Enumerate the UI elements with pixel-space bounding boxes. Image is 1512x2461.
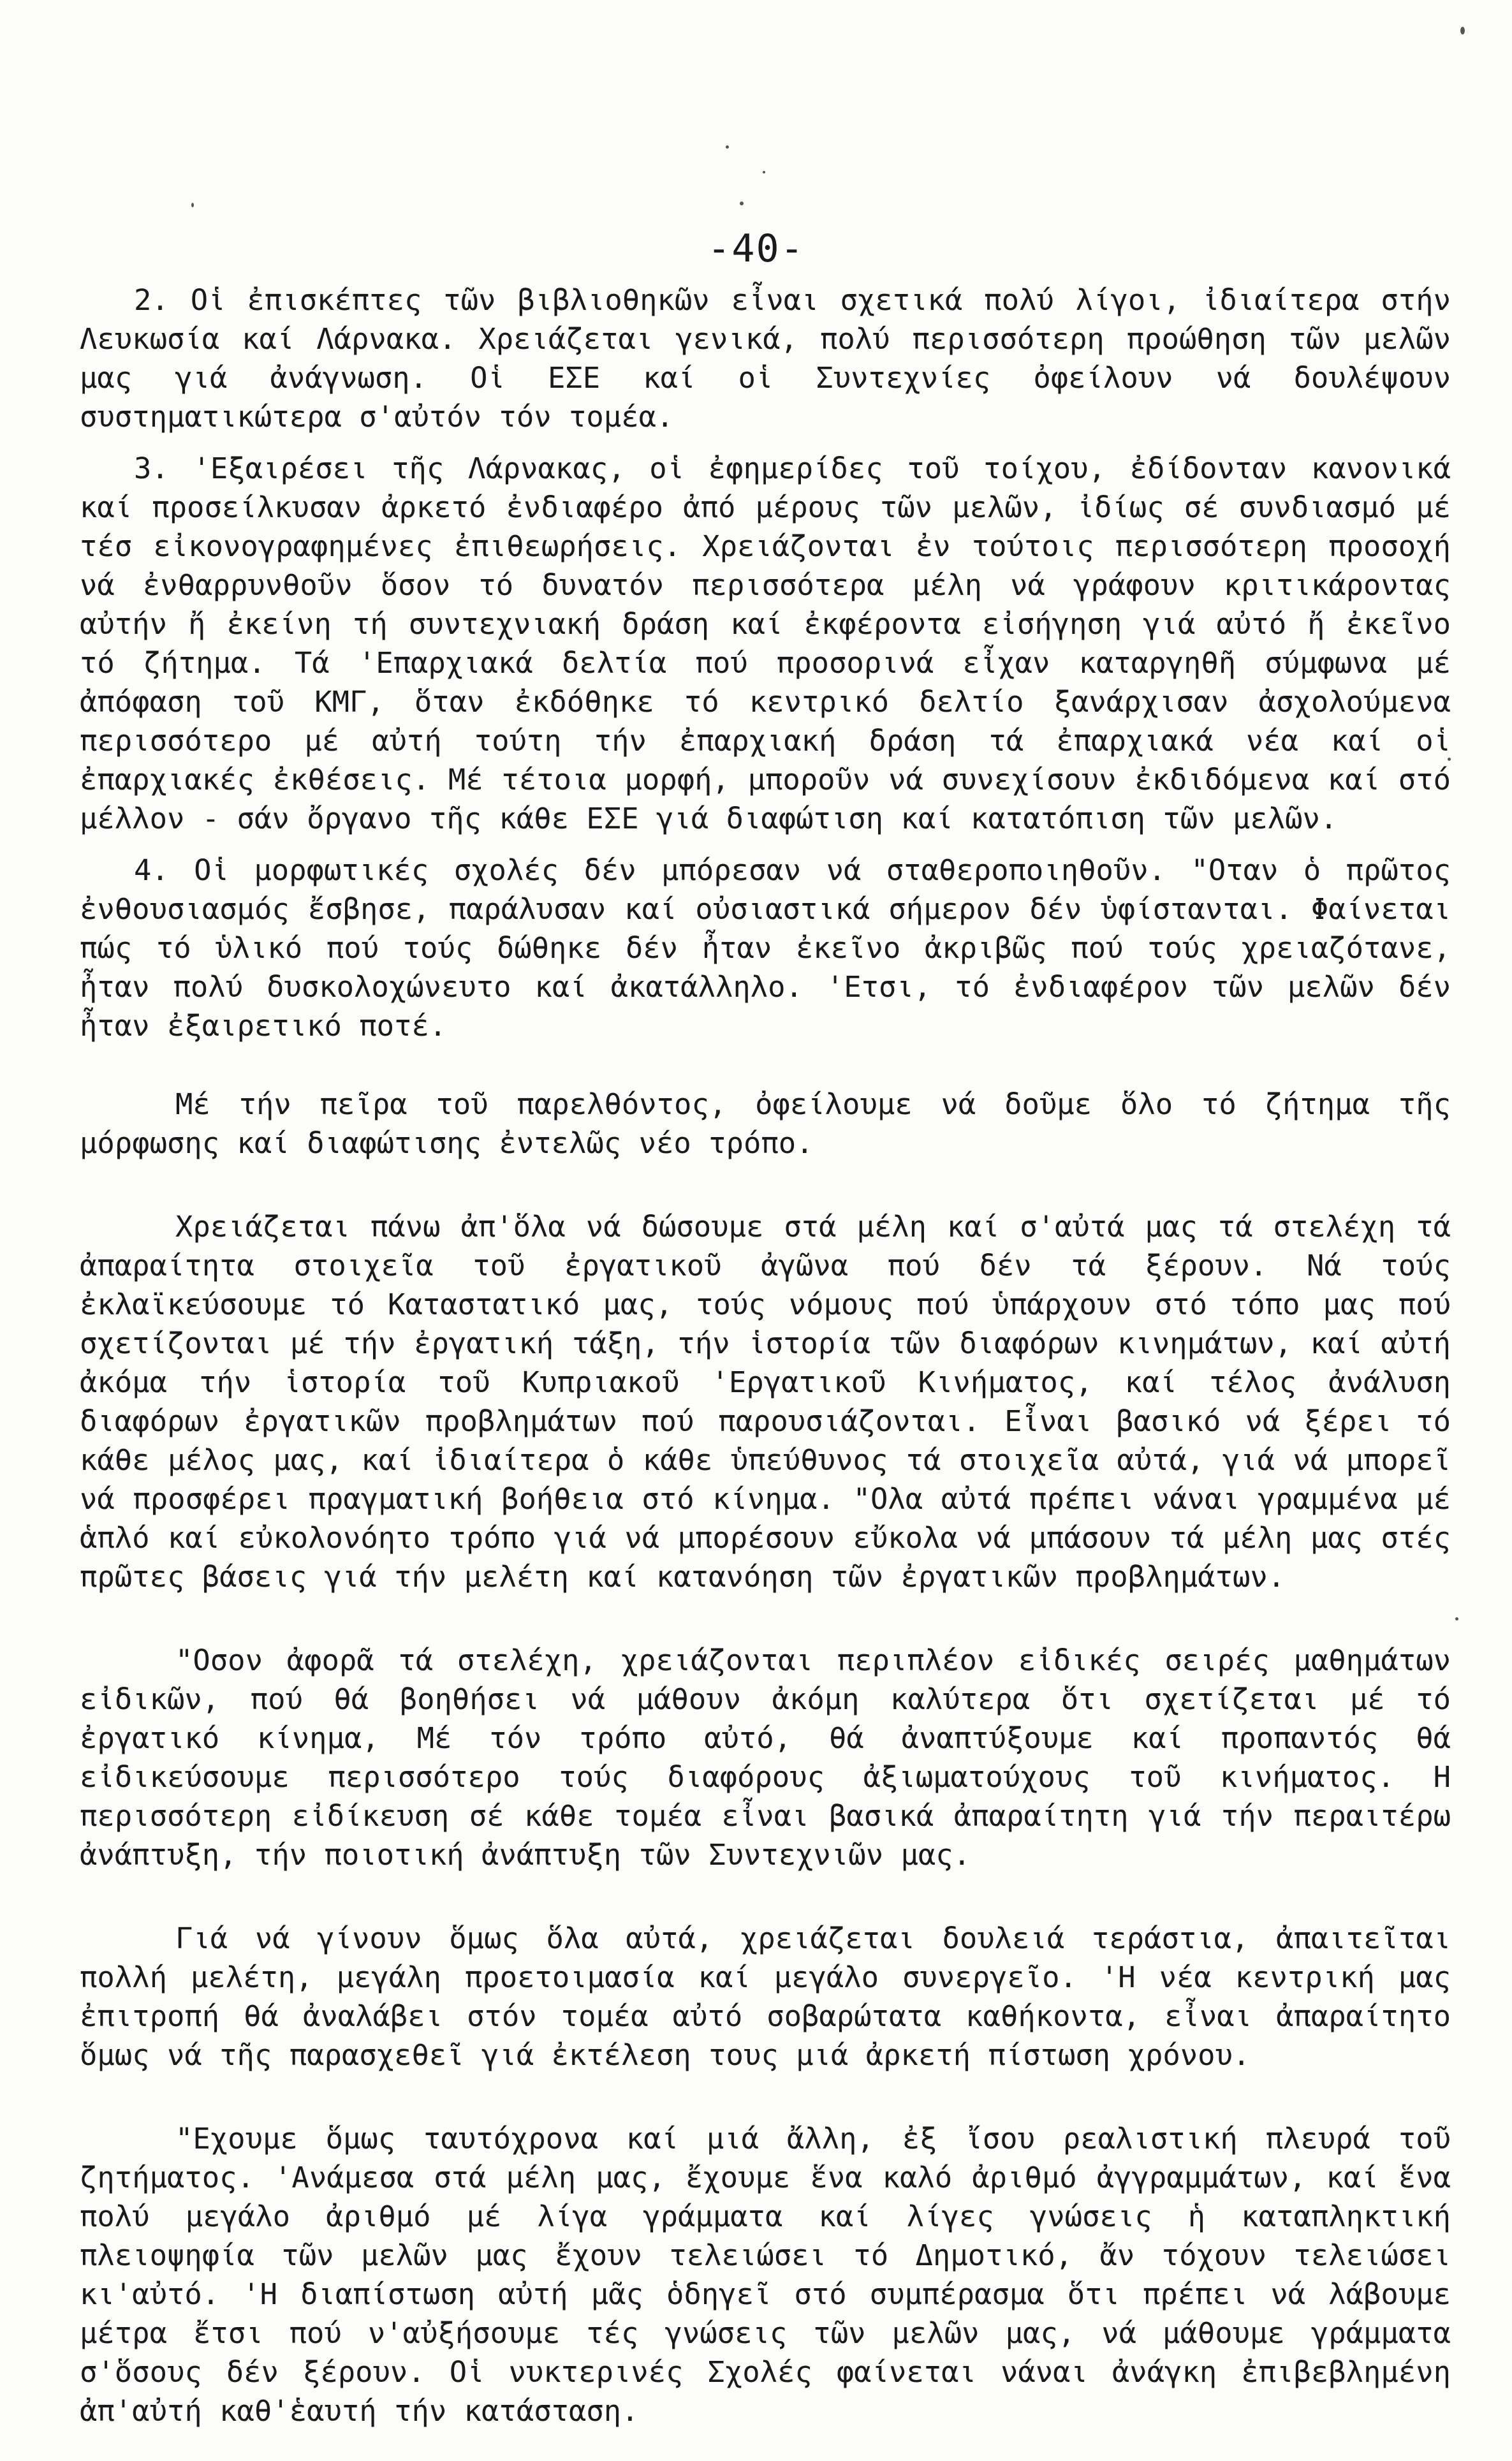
scan-speck	[191, 203, 194, 207]
scan-speck	[1455, 1617, 1458, 1620]
paragraph-wall-newspapers: 3. 'Εξαιρέσει τῆς Λάρνακας, οἱ ἐφημερίδες τοῦ τοίχου, ἐδίδονταν κανονικά καί προσείλκυσαν ἀρκετό ἐνδιαφέρο ἀπό μέρους τῶν μελῶν, ἰδίως σέ συνδιασμό μέ τέσ εἰκονογραφημένες ἐπιθεωρήσεις. Χρειάζονται ἐν τούτοις περισσότερη προσοχή νά ἐνθαρρυνθοῦν ὅσον τό δυνατόν περισσότερα μέλη νά γράφουν κριτικάροντας αὐτήν ἤ ἐκείνη τή συντεχνιακή δράση καί ἐκφέροντα εἰσήγηση γιά αὐτό ἤ ἐκεῖνο τό ζήτημα. Τά 'Επαρχιακά δελτία πού προσορινά εἶχαν καταργηθῆ σύμφωνα μέ ἀπόφαση τοῦ ΚΜΓ, ὅταν ἐκδόθηκε τό κεντρικό δελτίο ξανάρχισαν ἀσχολούμενα περισσότερο μέ αὐτή τούτη τήν ἐπαρχιακή δράση τά ἐπαρχιακά νέα καί οἱ ἐπαρχιακές ἐκθέσεις. Μέ τέτοια μορφή, μποροῦν νά συνεχίσουν ἐκδιδόμενα καί στό μέλλον - σάν ὄργανο τῆς κάθε ΕΣΕ γιά διαφώτιση καί κατατόπιση τῶν μελῶν.	[80, 452, 1451, 835]
paragraph-cadres-training: "Οσον ἀφορᾶ τά στελέχη, χρειάζονται περιπλέον εἰδικές σειρές μαθημάτων εἰδικῶν, πού θά βοηθήσει νά μάθουν ἀκόμη καλύτερα ὅτι σχετίζεται μέ τό ἐργατικό κίνημα, Μέ τόν τρόπο αὐτό, θά ἀναπτύξουμε καί προπαντός θά εἰδικεύσουμε περισσότερο τούς διαφόρους ἀξιωματούχους τοῦ κινήματος. Η περισσότερη εἰδίκευση σέ κάθε τομέα εἶναι βασικά ἀπαραίτητη γιά τήν περαιτέρω ἀνάπτυξη, τήν ποιοτική ἀνάπτυξη τῶν Συντεχνιῶν μας.	[80, 1643, 1451, 1872]
scan-speck	[740, 202, 744, 205]
document-body	[80, 281, 1451, 2430]
paragraph-past-experience: Μέ τήν πεῖρα τοῦ παρελθόντος, ὀφείλουμε νά δοῦμε ὅλο τό ζήτημα τῆς μόρφωσης καί διαφώτισης ἐντελῶς νέο τρόπο.	[80, 1087, 1451, 1160]
paragraph-libraries: 2. Οἱ ἐπισκέπτες τῶν βιβλιοθηκῶν εἶναι σχετικά πολύ λίγοι, ἰδιαίτερα στήν Λευκωσία καί Λάρνακα. Χρειάζεται γενικά, πολύ περισσότερη προώθηση τῶν μελῶν μας γιά ἀνάγνωση. Οἱ ΕΣΕ καί οἱ Συντεχνίες ὀφείλουν νά δουλέψουν συστηματικώτερα σ'αὐτόν τόν τομέα.	[80, 283, 1451, 434]
scan-speck	[763, 171, 765, 173]
scan-speck	[1460, 27, 1465, 34]
page-number: -40-	[707, 226, 805, 271]
paragraph-central-committee: Γιά νά γίνουν ὅμως ὅλα αὐτά, χρειάζεται δουλειά τεράστια, ἀπαιτεῖται πολλή μελέτη, μεγάλη προετοιμασία καί μεγάλο συνεργεῖο. 'Η νέα κεντρική μας ἐπιτροπή θά ἀναλάβει στόν τομέα αὐτό σοβαρώτατα καθήκοντα, εἶναι ἀπαραίτητο ὅμως νά τῆς παρασχεθεῖ γιά ἐκτέλεση τους μιά ἀρκετή πίστωση χρόνου.	[80, 1921, 1451, 2072]
paragraph-education-schools: 4. Οἱ μορφωτικές σχολές δέν μπόρεσαν νά σταθεροποιηθοῦν. "Οταν ὁ πρῶτος ἐνθουσιασμός ἔσβησε, παράλυσαν καί οὐσιαστικά σήμερον δέν ὑφίστανται. Φαίνεται πώς τό ὑλικό πού τούς δώθηκε δέν ἦταν ἐκεῖνο ἀκριβῶς πού τούς χρειαζότανε, ἦταν πολύ δυσκολοχώνευτο καί ἀκατάλληλο. 'Ετσι, τό ἐνδιαφέρον τῶν μελῶν δέν ἦταν ἐξαιρετικό ποτέ.	[80, 853, 1451, 1043]
paragraph-literacy: "Εχουμε ὅμως ταυτόχρονα καί μιά ἄλλη, ἐξ ἴσου ρεαλιστική πλευρά τοῦ ζητήματος. 'Ανάμεσα στά μέλη μας, ἔχουμε ἕνα καλό ἀριθμό ἀγγραμμάτων, καί ἕνα πολύ μεγάλο ἀριθμό μέ λίγα γράμματα καί λίγες γνώσεις ἡ καταπληκτική πλειοψηφία τῶν μελῶν μας ἔχουν τελειώσει τό Δημοτικό, ἄν τόχουν τελειώσει κι'αὐτό. 'Η διαπίστωση αὐτή μᾶς ὁδηγεῖ στό συμπέρασμα ὅτι πρέπει νά λάβουμε μέτρα ἔτσι πού ν'αὐξήσουμε τές γνώσεις τῶν μελῶν μας, νά μάθουμε γράμματα σ'ὅσους δέν ξέρουν. Οἱ νυκτερινές Σχολές φαίνεται νάναι ἀνάγκη ἐπιβεβλημένη ἀπ'αὐτή καθ'ἑαυτή τήν κατάσταση.	[80, 2122, 1451, 2428]
paragraph-members-knowledge: Χρειάζεται πάνω ἀπ'ὅλα νά δώσουμε στά μέλη καί σ'αὐτά μας τά στελέχη τά ἀπαραίτητα στοιχεῖα τοῦ ἐργατικοῦ ἀγῶνα πού δέν τά ξέρουν. Νά τούς ἐκλαϊκεύσουμε τό Καταστατικό μας, τούς νόμους πού ὑπάρχουν στό τόπο μας πού σχετίζονται μέ τήν ἐργατική τάξη, τήν ἱστορία τῶν διαφόρων κινημάτων, καί αὐτή ἀκόμα τήν ἱστορία τοῦ Κυπριακοῦ 'Εργατικοῦ Κινήματος, καί τέλος ἀνάλυση διαφόρων ἐργατικῶν προβλημάτων πού παρουσιάζονται. Εἶναι βασικό νά ξέρει τό κάθε μέλος μας, καί ἰδιαίτερα ὁ κάθε ὑπεύθυνος τά στοιχεῖα αὐτά, γιά νά μπορεῖ νά προσφέρει πραγματική βοήθεια στό κίνημα. "Ολα αὐτά πρέπει νάναι γραμμένα μέ ἁπλό καί εὐκολονόητο τρόπο γιά νά μπορέσουν εὔκολα νά μπάσουν τά μέλη μας στές πρῶτες βάσεις γιά τήν μελέτη καί κατανόηση τῶν ἐργατικῶν προβλημάτων.	[80, 1210, 1451, 1594]
scan-speck	[726, 145, 729, 149]
